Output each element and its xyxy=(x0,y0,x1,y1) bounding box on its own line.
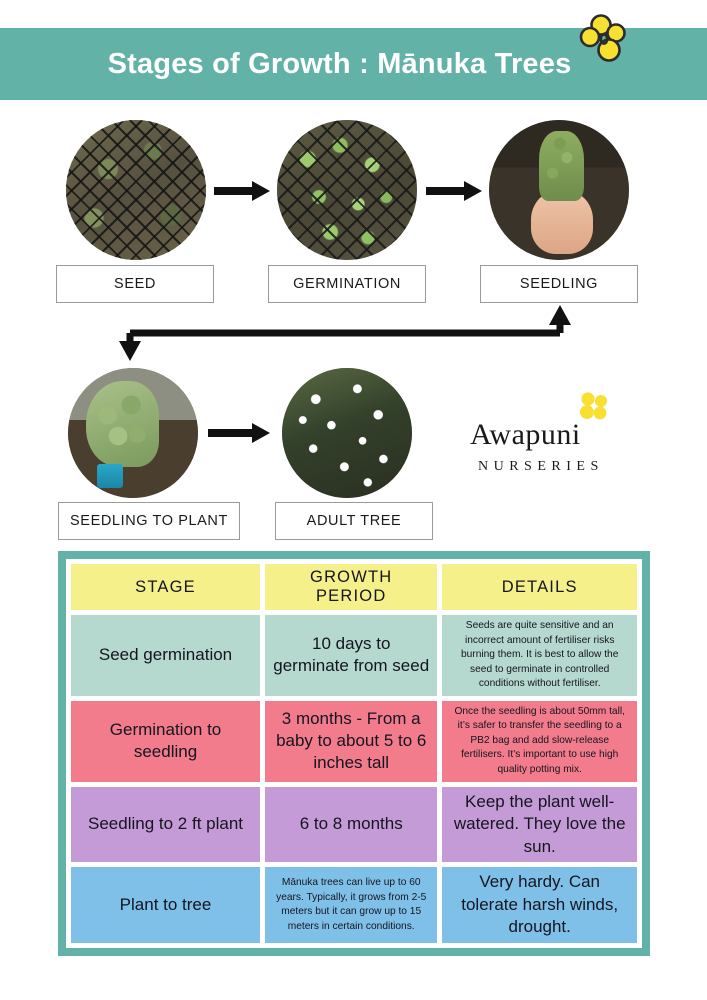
cell-stage: Seedling to 2 ft plant xyxy=(71,787,260,863)
step-label-seed: SEED xyxy=(56,265,214,303)
brand-logo xyxy=(470,398,620,478)
arrow-right-icon-2 xyxy=(426,180,482,207)
logo-wordmark: Awapuni xyxy=(470,418,581,451)
arrow-right-icon-3 xyxy=(208,422,270,449)
column-header-growth-period: GROWTH PERIOD xyxy=(265,564,437,610)
banner-flower-icon xyxy=(579,14,627,75)
table-row xyxy=(71,701,637,782)
cell-details: Very hardy. Can tolerate harsh winds, drought. xyxy=(442,867,637,943)
cell-growth-period: 6 to 8 months xyxy=(265,787,437,863)
cell-growth-period: 10 days to germinate from seed xyxy=(265,615,437,696)
growth-stage-table xyxy=(58,551,650,956)
page-title: Stages of Growth : Mānuka Trees xyxy=(107,47,572,80)
arrow-right-icon-1 xyxy=(214,180,270,207)
logo-flower-icon xyxy=(576,390,610,429)
logo-tagline: NURSERIES xyxy=(478,459,604,474)
cell-details: Seeds are quite sensitive and an incorrect amount of fertiliser risks burning them. It is best to allow the seed to germinate in controlled conditions without fertiliser. xyxy=(442,615,637,696)
step-label-seedling: SEEDLING xyxy=(480,265,638,303)
table-row xyxy=(71,787,637,863)
step-label-germination: GERMINATION xyxy=(268,265,426,303)
step-image-seedling xyxy=(489,120,629,260)
step-label-adult-tree: ADULT TREE xyxy=(275,502,433,540)
step-image-germination xyxy=(277,120,417,260)
cell-growth-period: 3 months - From a baby to about 5 to 6 inches tall xyxy=(265,701,437,782)
step-image-seedling-to-plant xyxy=(68,368,198,498)
table-header-row xyxy=(71,564,637,610)
cell-stage: Germination to seedling xyxy=(71,701,260,782)
cell-details: Keep the plant well-watered. They love the sun. xyxy=(442,787,637,863)
column-header-stage: STAGE xyxy=(71,564,260,610)
connector-arrow-icon xyxy=(110,305,580,368)
step-image-seed xyxy=(66,120,206,260)
column-header-details: DETAILS xyxy=(442,564,637,610)
cell-stage: Seed germination xyxy=(71,615,260,696)
table-row xyxy=(71,867,637,943)
step-label-seedling-to-plant: SEEDLING TO PLANT xyxy=(58,502,240,540)
cell-details: Once the seedling is about 50mm tall, it’s safer to transfer the seedling to a PB2 bag and add slow-release fertilisers. It’s important to use high quality potting mix. xyxy=(442,701,637,782)
step-image-adult-tree xyxy=(282,368,412,498)
cell-stage: Plant to tree xyxy=(71,867,260,943)
cell-growth-period: Mānuka trees can live up to 60 years. Typically, it grows from 2-5 meters but it can grow up to 15 meters in certain conditions. xyxy=(265,867,437,943)
table-row xyxy=(71,615,637,696)
